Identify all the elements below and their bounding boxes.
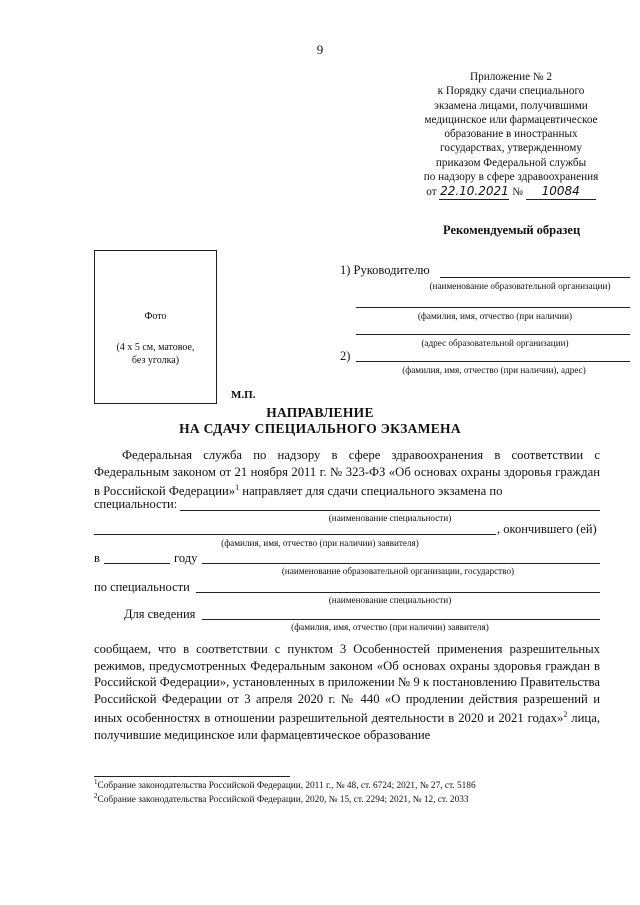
year-field[interactable] xyxy=(104,563,170,564)
addressee-2-label: 2) xyxy=(340,349,351,363)
footnote-2-text: Собрание законодательства Российской Федерации, 2020, № 15, ст. 2294; 2021, № 12, ст. 2033 xyxy=(97,795,469,806)
intro-text: Федеральная служба по надзору в сфере здравоохранения в соответствии с Федеральным законом от 21 ноября 2011 г. № 323-ФЗ «Об основах охраны здоровья граждан в Российской Федерации» xyxy=(94,448,600,499)
date-prefix: от xyxy=(426,186,437,199)
appendix-line: Приложение № 2 xyxy=(470,71,552,83)
intro-text-cont: направляет для сдачи специального экзамена по xyxy=(239,484,503,499)
appendix-line: образование в иностранных xyxy=(444,128,578,141)
number-prefix: № xyxy=(512,186,523,199)
photo-placeholder xyxy=(94,250,217,404)
appendix-line: экзамена лицами, получившими xyxy=(434,99,588,112)
doc-title-line1: НАПРАВЛЕНИЕ xyxy=(266,405,374,420)
footnote-1-number: 1 xyxy=(94,778,98,786)
photo-spec-line: (4 х 5 см, матовое, xyxy=(116,342,195,353)
footnote-1-text: Собрание законодательства Российской Федерации, 2011 г., № 48, ст. 6724; 2021, № 27, ст. 5186 xyxy=(97,781,476,792)
in-label: в xyxy=(94,551,100,565)
applicant-field[interactable] xyxy=(94,534,496,535)
year-label: году xyxy=(174,551,198,565)
addressee-org-field[interactable] xyxy=(440,277,630,278)
footnote-ref-2: 2 xyxy=(563,710,568,720)
caption-applicant: (фамилия, имя, отчество (при наличии) заявителя) xyxy=(221,538,419,548)
caption-applicant-2: (фамилия, имя, отчество (при наличии) заявителя) xyxy=(291,622,489,632)
specialty-label: специальности: xyxy=(94,497,178,511)
recommended-sample-label: Рекомендуемый образец xyxy=(443,223,581,237)
photo-spec xyxy=(95,341,216,367)
for-info-label: Для сведения xyxy=(124,607,196,621)
footnote-ref-1: 1 xyxy=(235,483,240,493)
body-text-cont: лица, получившие медицинское или фармацевтическое образование xyxy=(94,711,600,743)
body-paragraph xyxy=(94,641,600,744)
specialty-field[interactable] xyxy=(180,510,600,511)
addressee-1-label: 1) Руководителю xyxy=(340,263,430,277)
appendix-line: государствах, утвержденному xyxy=(440,142,582,155)
caption-org: (наименование образовательной организации) xyxy=(429,281,611,291)
footnote-2 xyxy=(94,792,469,805)
handwritten-number: 10084 xyxy=(526,184,596,199)
handwritten-date: 22.10.2021 xyxy=(440,184,509,199)
graduated-label: , окончившего (ей) xyxy=(497,522,597,536)
footnote-separator xyxy=(94,776,290,777)
photo-spec-line: без уголка) xyxy=(131,355,180,366)
caption-fio: (фамилия, имя, отчество (при наличии) xyxy=(417,311,573,321)
stamp-place-label: М.П. xyxy=(231,389,256,401)
caption-org-country: (наименование образовательной организации, государство) xyxy=(281,566,515,576)
footnote-1 xyxy=(94,778,476,791)
page-number: 9 xyxy=(316,42,324,57)
footnote-2-number: 2 xyxy=(94,792,98,800)
caption-address: (адрес образовательной организации) xyxy=(421,338,569,348)
addressee-address-field[interactable] xyxy=(356,334,630,335)
by-specialty-label: по специальности xyxy=(94,580,190,594)
org-country-field[interactable] xyxy=(202,563,600,564)
caption-specialty: (наименование специальности) xyxy=(328,513,452,523)
caption-fio-address: (фамилия, имя, отчество (при наличии), адрес) xyxy=(402,365,586,375)
body-text: сообщаем, что в соответствии с пунктом 3 Особенностей применения разрешительных режимов, предусмотренных Федеральным законом «Об основах охраны здоровья граждан в Российской Федерации», установленных в приложении № 9 к постановлению Правительства Российской Федерации от 3 апреля 2020 г. № 440 «О продлении действия разрешений и иных особенностях в отношении разрешительной деятельности в 2020 и 2021 годах» xyxy=(94,642,600,726)
for-info-field[interactable] xyxy=(202,619,600,620)
appendix-date-line xyxy=(400,184,622,199)
photo-label: Фото xyxy=(144,311,167,322)
doc-title-line2: НА СДАЧУ СПЕЦИАЛЬНОГО ЭКЗАМЕНА xyxy=(179,421,461,436)
specialty-field-2[interactable] xyxy=(196,592,600,593)
appendix-line: по надзору в сфере здравоохранения xyxy=(423,171,599,184)
appendix-line: к Порядку сдачи специального xyxy=(437,85,585,98)
appendix-header xyxy=(400,70,622,200)
addressee-2-field[interactable] xyxy=(356,361,630,362)
appendix-line: приказом Федеральной службы xyxy=(435,156,587,169)
caption-specialty-2: (наименование специальности) xyxy=(328,595,452,605)
appendix-line: медицинское или фармацевтическое xyxy=(424,113,598,126)
intro-paragraph xyxy=(94,447,600,500)
addressee-fio-field[interactable] xyxy=(356,307,630,308)
